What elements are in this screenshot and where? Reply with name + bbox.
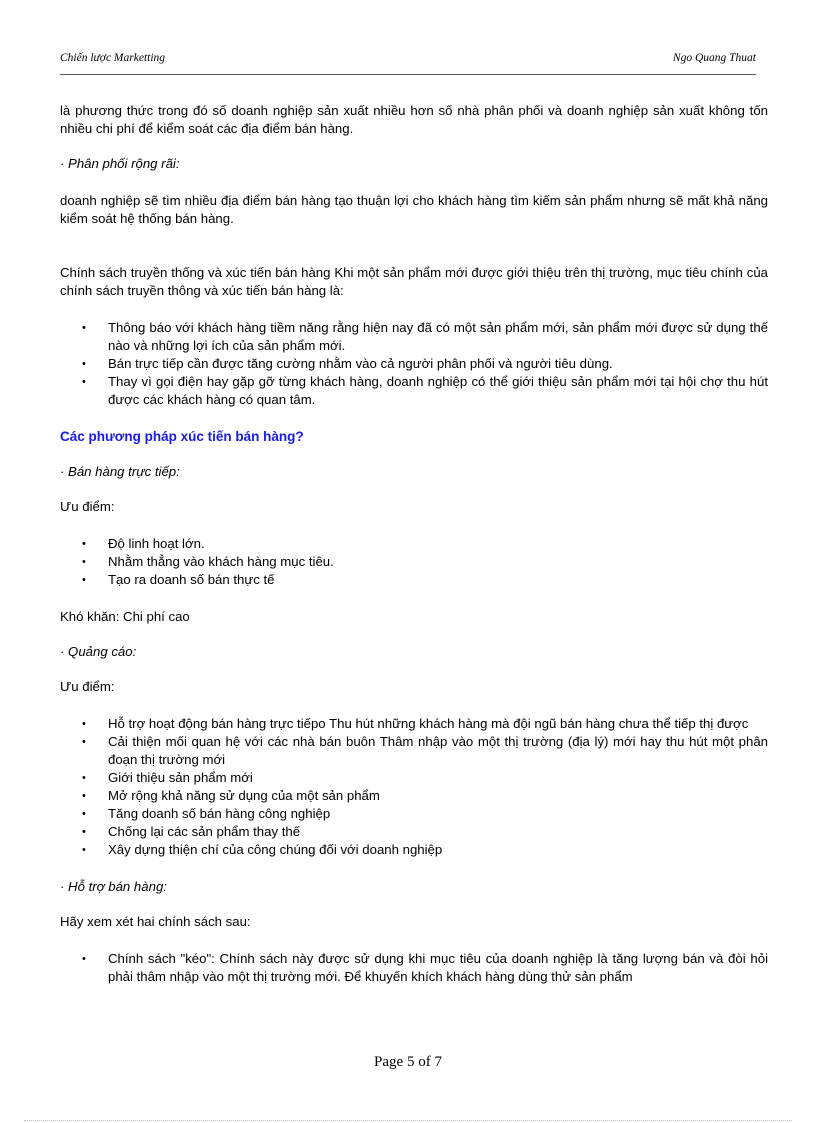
bullet-icon: •	[82, 358, 86, 370]
list-item: • Xây dựng thiện chí của công chúng đối với doanh nghiệp	[82, 842, 443, 857]
list-item: • Độ linh hoạt lớn.	[82, 536, 205, 551]
paragraph-hai-chinh-sach: Hãy xem xét hai chính sách sau:	[60, 914, 251, 929]
header-rule	[60, 74, 756, 75]
bullet-list-chinh-sach	[60, 950, 768, 986]
bullet-list-muc-tieu	[60, 319, 768, 409]
bullet-icon: •	[82, 844, 86, 856]
list-item: • Thông báo với khách hàng tiềm năng rằng hiện nay đã có một sản phẩm mới, sản phẩm mới được sử dụng thế nào và những lợi ích của sản phẩm mới.	[82, 320, 768, 353]
subheading-ho-tro-ban-hang: · Hỗ trợ bán hàng:	[60, 879, 167, 894]
paragraph-chinh-sach-truyen-thong: Chính sách truyền thống và xúc tiến bán hàng Khi một sản phẩm mới được giới thiệu trên thị trường, mục tiêu chính của chính sách truyền thông và xúc tiến bán hàng là:	[60, 265, 768, 298]
header-author: Ngo Quang Thuat	[672, 52, 756, 64]
bullet-icon: •	[82, 556, 86, 568]
list-item: • Giới thiệu sản phẩm mới	[82, 770, 253, 785]
bullet-list-uu-diem-truc-tiep	[60, 535, 768, 589]
bullet-icon: •	[82, 718, 86, 730]
page-content	[60, 102, 768, 986]
paragraph-kho-khan: Khó khăn: Chi phí cao	[60, 609, 190, 624]
header-title: Chiến lược Marketting	[60, 52, 166, 64]
bullet-icon: •	[82, 322, 86, 334]
bullet-icon: •	[82, 376, 86, 388]
bullet-icon: •	[82, 790, 86, 802]
bullet-icon: •	[82, 574, 86, 586]
section-heading: Các phương pháp xúc tiến bán hàng?	[60, 429, 304, 444]
list-item: • Cải thiện mối quan hệ với các nhà bán buôn Thâm nhập vào một thị trường (địa lý) mới hay thu hút một phân đoạn thị trường mới	[82, 734, 768, 767]
bullet-icon: •	[82, 826, 86, 838]
list-item: • Chính sách "kéo": Chính sách này được sử dụng khi mục tiêu của doanh nghiệp là tăng lượng bán và đòi hỏi phải thâm nhập vào một thị trường mới. Để khuyến khích khách hàng dùng thử sản phẩm	[82, 951, 768, 984]
list-item: • Tăng doanh số bán hàng công nghiệp	[82, 806, 331, 821]
subheading-phan-phoi-rong-rai: · Phân phối rộng rãi:	[60, 156, 180, 171]
subheading-ban-hang-truc-tiep: · Bán hàng trực tiếp:	[60, 464, 180, 479]
page-number: Page 5 of 7	[374, 1054, 442, 1070]
page-edge-divider	[24, 1120, 792, 1121]
bullet-list-uu-diem-quang-cao	[60, 715, 768, 859]
list-item: • Mở rộng khả năng sử dụng của một sản phẩm	[82, 788, 380, 803]
list-item: • Hỗ trợ hoạt động bán hàng trực tiếpo Thu hút những khách hàng mà đội ngũ bán hàng chưa thể tiếp thị được	[82, 716, 749, 731]
list-item: • Tạo ra doanh số bán thực tế	[82, 572, 275, 587]
list-item: • Nhằm thẳng vào khách hàng mục tiêu.	[82, 554, 334, 569]
paragraph-intro: là phương thức trong đó số doanh nghiệp sản xuất nhiều hơn số nhà phân phối và doanh nghiệp sản xuất không tốn nhiều chi phí để kiểm soát các địa điểm bán hàng.	[60, 103, 768, 136]
list-item: • Chống lại các sản phẩm thay thế	[82, 824, 301, 839]
list-item: • Thay vì gọi điện hay gặp gỡ từng khách hàng, doanh nghiệp có thể giới thiệu sản phẩm mới tại hội chợ thu hút được các khách hàng có quan tâm.	[82, 374, 768, 407]
page-header	[60, 52, 756, 72]
bullet-icon: •	[82, 808, 86, 820]
subheading-quang-cao: · Quảng cáo:	[60, 644, 137, 659]
bullet-icon: •	[82, 538, 86, 550]
list-item: • Bán trực tiếp cần được tăng cường nhằm vào cả người phân phối và người tiêu dùng.	[82, 356, 613, 371]
paragraph-phan-phoi-rong-rai: doanh nghiệp sẽ tìm nhiều địa điểm bán hàng tạo thuận lợi cho khách hàng tìm kiếm sản phẩm nhưng sẽ mất khả năng kiểm soát hệ thống bán hàng.	[60, 193, 768, 226]
bullet-icon: •	[82, 953, 86, 965]
label-uu-diem: Ưu điểm:	[60, 499, 115, 514]
bullet-icon: •	[82, 772, 86, 784]
label-uu-diem: Ưu điểm:	[60, 679, 115, 694]
bullet-icon: •	[82, 736, 86, 748]
